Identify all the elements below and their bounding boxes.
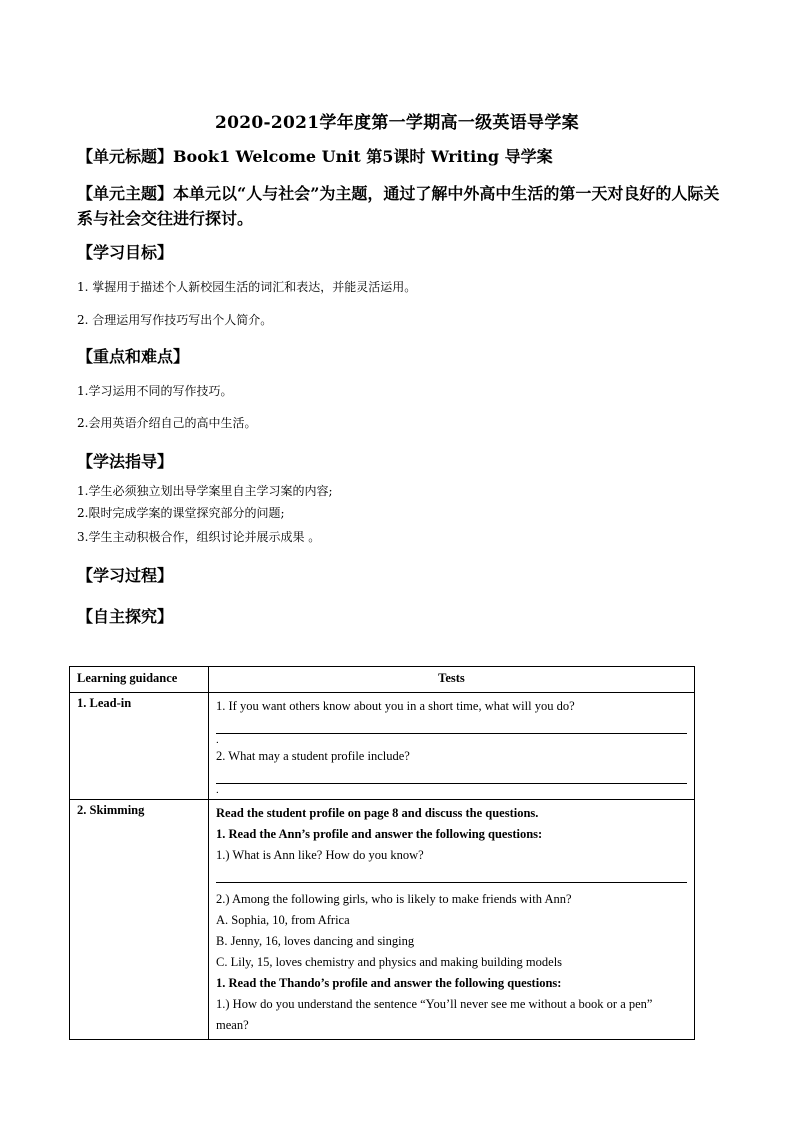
table-row-skimming: [70, 800, 695, 1040]
method-item: 1.学生必须独立划出导学案里自主学习案的内容;: [77, 484, 333, 498]
ann-question-1: 1.) What is Ann like? How do you know?: [216, 848, 424, 862]
table-header-row: [70, 667, 695, 693]
skimming-tests: [209, 800, 695, 1040]
skimming-intro: Read the student profile on page 8 and discuss the questions.: [216, 806, 539, 820]
method-item: 3.学生主动积极合作，组织讨论并展示成果 。: [77, 530, 321, 544]
thando-question-1: 1.) How do you understand the sentence “You’ll never see me without a book or a pen” mean?: [216, 997, 653, 1032]
key-point-item: 2.会用英语介绍自己的高中生活。: [77, 416, 257, 430]
option-c: C. Lily, 15, loves chemistry and physics and making building models: [216, 955, 563, 969]
goal-item: 1. 掌握用于描述个人新校园生活的词汇和表达，并能灵活运用。: [77, 280, 417, 294]
process-heading: 【学习过程】: [77, 566, 174, 585]
lead-in-question-2: 2. What may a student profile include?: [216, 749, 410, 763]
self-study-heading: 【自主探究】: [77, 607, 174, 626]
column-header-tests: Tests: [209, 667, 695, 693]
key-point-item: 1.学习运用不同的写作技巧。: [77, 384, 233, 398]
method-heading: 【学法指导】: [77, 452, 174, 471]
key-points-heading: 【重点和难点】: [77, 347, 190, 366]
answer-end-dot: .: [216, 784, 219, 796]
goal-item: 2. 合理运用写作技巧写出个人简介。: [77, 313, 273, 327]
thando-heading: 1. Read the Thando’s profile and answer the following questions:: [216, 976, 562, 990]
document-title: 2020-2021学年度第一学期高一级英语导学案: [215, 113, 579, 133]
method-item: 2.限时完成学案的课堂探究部分的问题;: [77, 506, 285, 520]
goals-heading: 【学习目标】: [77, 243, 174, 262]
learning-guidance-table: [69, 666, 695, 1040]
table-row-lead-in: [70, 693, 695, 800]
column-header-learning-guidance: Learning guidance: [70, 667, 209, 693]
option-a: A. Sophia, 10, from Africa: [216, 913, 350, 927]
answer-line[interactable]: [216, 719, 687, 734]
unit-theme: 【单元主题】本单元以“人与社会”为主题，通过了解中外高中生活的第一天对良好的人际关系与社会交往进行探讨。: [77, 184, 720, 228]
lead-in-label: 1. Lead-in: [70, 693, 209, 800]
ann-question-2: 2.) Among the following girls, who is likely to make friends with Ann?: [216, 892, 572, 906]
answer-line[interactable]: [216, 769, 687, 784]
answer-end-dot: .: [216, 734, 219, 746]
skimming-label: 2. Skimming: [70, 800, 209, 1040]
lead-in-tests: [209, 693, 695, 800]
ann-heading: 1. Read the Ann’s profile and answer the following questions:: [216, 827, 543, 841]
option-b: B. Jenny, 16, loves dancing and singing: [216, 934, 415, 948]
lead-in-question-1: 1. If you want others know about you in a short time, what will you do?: [216, 699, 575, 713]
answer-line[interactable]: [216, 868, 687, 883]
unit-title: 【单元标题】Book1 Welcome Unit 第5课时 Writing 导学案: [77, 147, 553, 166]
